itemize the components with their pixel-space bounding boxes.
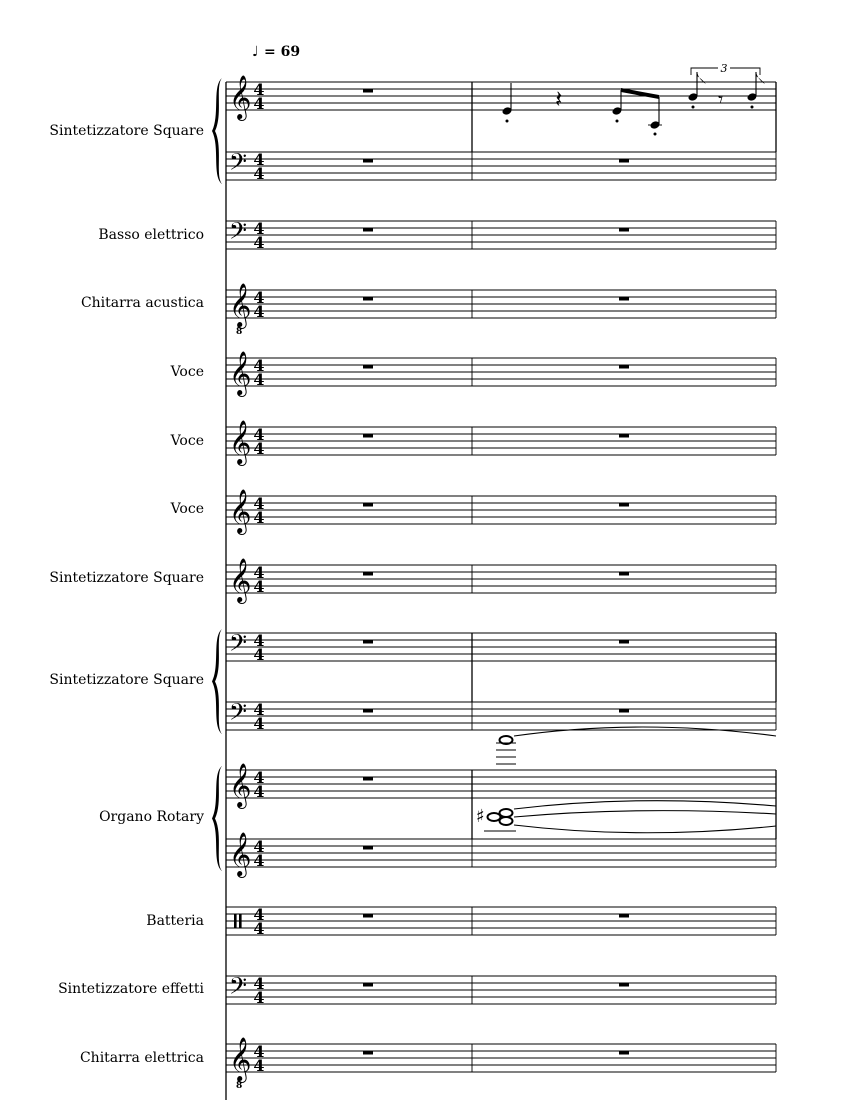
instrument-group bbox=[226, 558, 776, 604]
whole-rest bbox=[619, 1051, 629, 1055]
time-signature-bottom: 4 bbox=[253, 988, 265, 1007]
time-signature-bottom: 4 bbox=[253, 714, 265, 733]
instrument-group bbox=[226, 351, 776, 397]
treble-clef: 𝄞 bbox=[229, 283, 252, 327]
staff bbox=[226, 558, 776, 604]
time-signature-bottom: 4 bbox=[253, 851, 265, 870]
whole-rest bbox=[619, 983, 629, 987]
instrument-label: Chitarra acustica bbox=[80, 295, 204, 311]
note-head bbox=[488, 813, 501, 821]
instrument-label: Voce bbox=[170, 364, 204, 380]
instrument-group bbox=[226, 283, 776, 337]
instrument-labels bbox=[49, 123, 204, 1066]
whole-rest bbox=[619, 914, 629, 918]
staff bbox=[226, 905, 776, 938]
treble-clef: 𝄞 bbox=[229, 832, 252, 876]
whole-rest bbox=[363, 572, 373, 576]
treble-clef: 𝄞 bbox=[229, 763, 252, 807]
bass-clef: 𝄢 bbox=[229, 972, 248, 1005]
time-signature-bottom: 4 bbox=[253, 370, 265, 389]
time-signature-top: 4 bbox=[253, 700, 265, 719]
staccato-dot bbox=[616, 120, 619, 123]
instrument-label: Voce bbox=[170, 501, 204, 517]
treble-clef: 𝄞 bbox=[229, 489, 252, 533]
instrument-label: Chitarra elettrica bbox=[79, 1050, 204, 1066]
instrument-label: Organo Rotary bbox=[99, 809, 204, 825]
bass-clef: 𝄢 bbox=[229, 698, 248, 731]
ottava-marker: 8 bbox=[236, 1081, 243, 1091]
synth-square-melody bbox=[502, 62, 765, 136]
whole-rest bbox=[619, 503, 629, 507]
score-system bbox=[212, 75, 776, 1100]
staff bbox=[226, 351, 776, 397]
time-signature-top: 4 bbox=[253, 356, 265, 375]
staccato-dot bbox=[654, 133, 657, 136]
staff bbox=[226, 489, 776, 535]
time-signature-top: 4 bbox=[253, 837, 265, 856]
bass-clef: 𝄢 bbox=[229, 217, 248, 250]
tie bbox=[514, 825, 776, 833]
percussion-clef bbox=[234, 914, 237, 928]
staff bbox=[226, 629, 776, 664]
note-head bbox=[500, 809, 513, 817]
staccato-dot bbox=[506, 120, 509, 123]
instrument-label: Sintetizzatore effetti bbox=[58, 981, 204, 997]
whole-rest bbox=[363, 228, 373, 232]
tempo-value: = 69 bbox=[264, 44, 301, 60]
instrument-group bbox=[226, 1037, 776, 1091]
time-signature-bottom: 4 bbox=[253, 1056, 265, 1075]
whole-rest bbox=[619, 159, 629, 163]
eighth-rest: 𝄾 bbox=[718, 87, 724, 111]
instrument-group bbox=[226, 905, 776, 938]
staff bbox=[226, 763, 776, 809]
treble-clef: 𝄞 bbox=[229, 1037, 252, 1081]
time-signature-bottom: 4 bbox=[253, 439, 265, 458]
whole-rest bbox=[619, 709, 629, 713]
time-signature-bottom: 4 bbox=[253, 577, 265, 596]
whole-rest bbox=[619, 434, 629, 438]
whole-rest bbox=[619, 365, 629, 369]
bass-clef: 𝄢 bbox=[229, 148, 248, 181]
treble-clef: 𝄞 bbox=[229, 75, 252, 119]
whole-rest bbox=[619, 228, 629, 232]
tempo-note-symbol: ♩ bbox=[252, 44, 259, 60]
staff-brace bbox=[212, 766, 222, 871]
staff bbox=[226, 283, 776, 337]
whole-rest bbox=[363, 365, 373, 369]
instrument-label: Batteria bbox=[146, 913, 204, 929]
time-signature-top: 4 bbox=[253, 425, 265, 444]
time-signature-bottom: 4 bbox=[253, 782, 265, 801]
whole-rest bbox=[363, 640, 373, 644]
time-signature-top: 4 bbox=[253, 80, 265, 99]
tie bbox=[514, 727, 776, 736]
time-signature-bottom: 4 bbox=[253, 164, 265, 183]
time-signature-top: 4 bbox=[253, 631, 265, 650]
beam bbox=[621, 88, 659, 99]
staff bbox=[226, 217, 776, 252]
note-head bbox=[500, 817, 513, 825]
time-signature-top: 4 bbox=[253, 768, 265, 787]
whole-rest bbox=[363, 983, 373, 987]
time-signature-bottom: 4 bbox=[253, 645, 265, 664]
staff bbox=[226, 972, 776, 1007]
time-signature-bottom: 4 bbox=[253, 508, 265, 527]
staff-brace bbox=[212, 629, 222, 734]
whole-rest bbox=[363, 89, 373, 93]
instrument-label: Sintetizzatore Square bbox=[49, 570, 204, 586]
quarter-rest: 𝄽 bbox=[555, 85, 563, 113]
treble-clef: 𝄞 bbox=[229, 351, 252, 395]
whole-rest bbox=[363, 1051, 373, 1055]
staff bbox=[226, 148, 776, 183]
treble-clef: 𝄞 bbox=[229, 420, 252, 464]
whole-rest bbox=[363, 434, 373, 438]
time-signature-bottom: 4 bbox=[253, 233, 265, 252]
whole-rest bbox=[363, 159, 373, 163]
whole-rest bbox=[619, 640, 629, 644]
time-signature-top: 4 bbox=[253, 219, 265, 238]
instrument-group bbox=[212, 629, 776, 734]
tie bbox=[514, 801, 776, 809]
instrument-label: Sintetizzatore Square bbox=[49, 123, 204, 139]
time-signature-top: 4 bbox=[253, 1042, 265, 1061]
staff bbox=[226, 1037, 776, 1091]
whole-rest bbox=[363, 297, 373, 301]
ottava-marker: 8 bbox=[236, 327, 243, 337]
instrument-group bbox=[226, 217, 776, 252]
time-signature-top: 4 bbox=[253, 563, 265, 582]
time-signature-top: 4 bbox=[253, 905, 265, 924]
time-signature-top: 4 bbox=[253, 288, 265, 307]
whole-rest bbox=[619, 297, 629, 301]
treble-clef: 𝄞 bbox=[229, 558, 252, 602]
time-signature-top: 4 bbox=[253, 150, 265, 169]
instrument-group bbox=[226, 489, 776, 535]
tie bbox=[514, 811, 776, 817]
staff bbox=[226, 832, 776, 878]
staff bbox=[226, 420, 776, 466]
time-signature-bottom: 4 bbox=[253, 302, 265, 321]
time-signature-bottom: 4 bbox=[253, 919, 265, 938]
whole-rest bbox=[619, 572, 629, 576]
whole-rest bbox=[363, 777, 373, 781]
time-signature-top: 4 bbox=[253, 494, 265, 513]
instrument-label: Voce bbox=[170, 433, 204, 449]
whole-rest bbox=[363, 709, 373, 713]
instrument-label: Sintetizzatore Square bbox=[49, 672, 204, 688]
percussion-clef bbox=[239, 914, 242, 928]
staccato-dot bbox=[692, 106, 695, 109]
instrument-label: Basso elettrico bbox=[98, 227, 204, 243]
whole-rest bbox=[363, 503, 373, 507]
time-signature-top: 4 bbox=[253, 974, 265, 993]
whole-rest bbox=[363, 846, 373, 850]
tuplet-number: 3 bbox=[720, 62, 728, 75]
sharp-accidental: ♯ bbox=[476, 806, 485, 827]
tempo-marking bbox=[252, 44, 300, 60]
instrument-group bbox=[226, 420, 776, 466]
instrument-group bbox=[226, 972, 776, 1007]
whole-rest bbox=[363, 914, 373, 918]
bass-clef: 𝄢 bbox=[229, 629, 248, 662]
staff-brace bbox=[212, 78, 222, 184]
organ-rotary-chord bbox=[476, 727, 776, 833]
staccato-dot bbox=[751, 106, 754, 109]
time-signature-bottom: 4 bbox=[253, 94, 265, 113]
instrument-group bbox=[212, 75, 776, 184]
staff bbox=[226, 698, 776, 733]
